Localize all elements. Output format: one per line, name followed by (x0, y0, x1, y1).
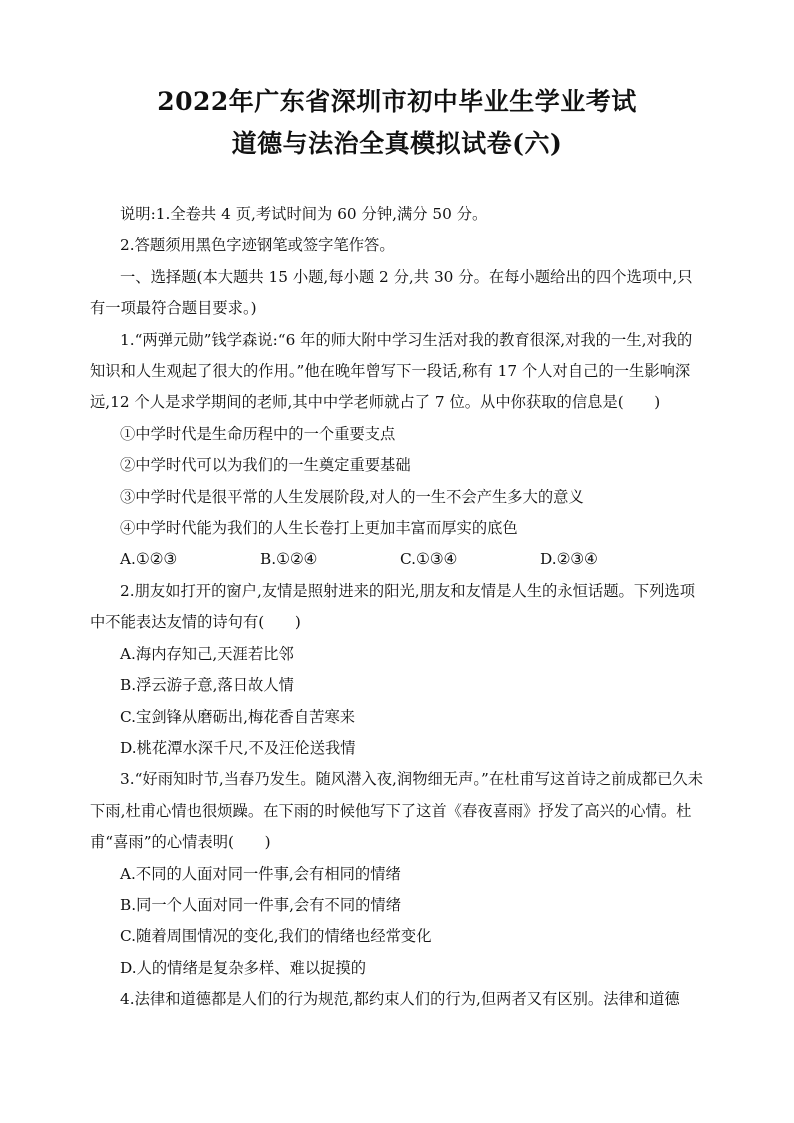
exam-subtitle: 道德与法治全真模拟试卷(六) (231, 129, 563, 158)
question-1-option-c: C.①③④ (400, 550, 458, 569)
question-1-statement-2: ②中学时代可以为我们的一生奠定重要基础 (120, 456, 411, 475)
question-3-option-a: A.不同的人面对同一件事,会有相同的情绪 (120, 864, 401, 883)
question-3-option-d: D.人的情绪是复杂多样、难以捉摸的 (120, 958, 367, 977)
question-1-options (90, 544, 706, 575)
question-2-option-a: A.海内存知己,天涯若比邻 (120, 644, 294, 663)
exam-title: 2022年广东省深圳市初中毕业生学业考试 (157, 87, 637, 116)
instruction-1: 说明:1.全卷共 4 页,考试时间为 60 分钟,满分 50 分。 (120, 205, 488, 223)
section-header: 一、选择题(本大题共 15 小题,每小题 2 分,共 30 分。在每小题给出的四个选项中,只有一项最符合题目要求。) (90, 267, 693, 318)
question-4-stem: 4.法律和道德都是人们的行为规范,都约束人们的行为,但两者又有区别。法律和道德 (120, 990, 680, 1009)
question-2-option-b: B.浮云游子意,落日故人情 (120, 676, 294, 695)
question-3-option-c: C.随着周围情况的变化,我们的情绪也经常变化 (120, 927, 432, 946)
question-1-option-b: B.①②④ (260, 550, 318, 569)
question-2-stem: 2.朋友如打开的窗户,友情是照射进来的阳光,朋友和友情是人生的永恒话题。下列选项中不能表达友情的诗句有( ) (90, 581, 696, 632)
instruction-2: 2.答题须用黑色字迹钢笔或签字笔作答。 (120, 236, 395, 255)
question-1-stem: 1.“两弹元勋”钱学森说:“6 年的师大附中学习生活对我的教育很深,对我的一生,对我的知识和人生观起了很大的作用。”他在晚年曾写下一段话,称有 17 个人对自己的一生影响深远,12 个人是求学期间的老师,其中中学老师就占了 7 位。从中你获取的信息是( ) (90, 330, 693, 412)
question-1-option-d: D.②③④ (540, 550, 598, 569)
question-2-option-c: C.宝剑锋从磨砺出,梅花香自苦寒来 (120, 707, 356, 726)
question-3-stem: 3.“好雨知时节,当春乃发生。随风潜入夜,润物细无声。”在杜甫写这首诗之前成都已久未下雨,杜甫心情也很烦躁。在下雨的时候他写下了这首《春夜喜雨》抒发了高兴的心情。杜甫“喜雨”的心情表明( ) (90, 770, 703, 852)
question-3-option-b: B.同一个人面对同一件事,会有不同的情绪 (120, 895, 402, 914)
question-1-statement-1: ①中学时代是生命历程中的一个重要支点 (120, 424, 396, 443)
question-1-statement-4: ④中学时代能为我们的人生长卷打上更加丰富而厚实的底色 (120, 519, 518, 538)
question-2-option-d: D.桃花潭水深千尺,不及汪伦送我情 (120, 738, 356, 757)
question-1-statement-3: ③中学时代是很平常的人生发展阶段,对人的一生不会产生多大的意义 (120, 487, 584, 506)
exam-body (90, 199, 706, 1016)
question-1-option-a: A.①②③ (120, 550, 178, 569)
